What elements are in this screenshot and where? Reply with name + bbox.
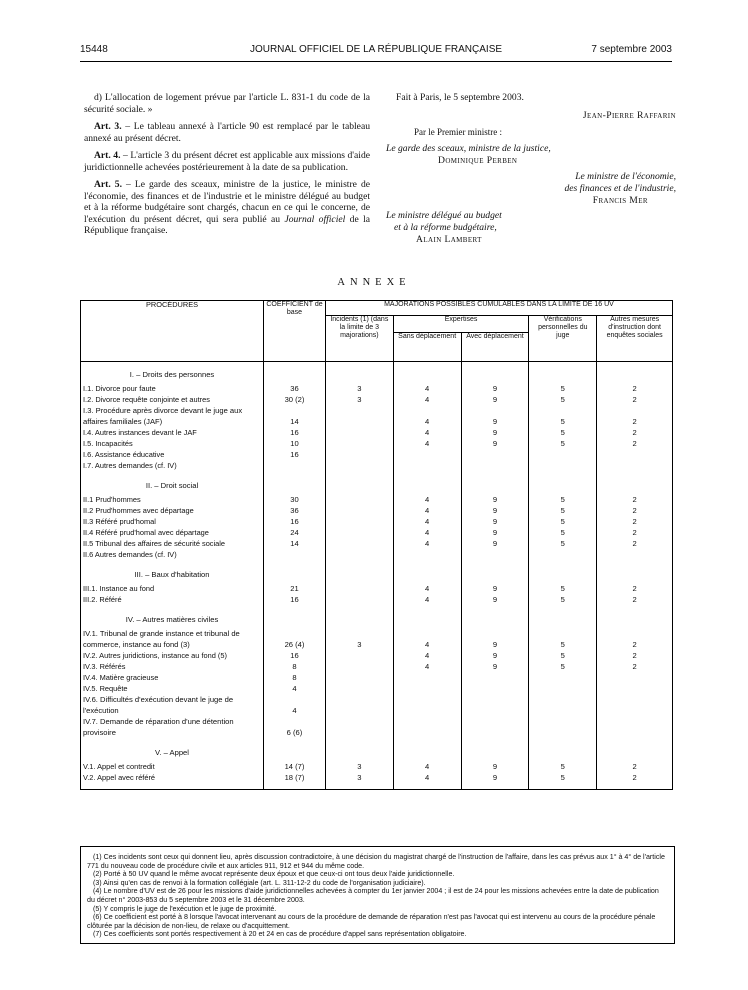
empty-cell bbox=[597, 477, 673, 494]
empty-cell bbox=[393, 362, 461, 384]
publication-date: 7 septembre 2003 bbox=[591, 44, 672, 55]
autres-mesures-cell bbox=[597, 672, 673, 683]
sans-deplacement-cell: 4 bbox=[393, 516, 461, 527]
empty-cell bbox=[264, 611, 326, 628]
procedure-label: III.2. Référé bbox=[81, 594, 264, 605]
verifications-cell: 5 bbox=[529, 438, 597, 449]
procedure-label: II.4 Référé prud'homal avec départage bbox=[81, 527, 264, 538]
section-heading bbox=[81, 362, 673, 384]
empty-cell bbox=[597, 783, 673, 790]
empty-cell bbox=[461, 611, 529, 628]
procedure-label: II.5 Tribunal des affaires de sécurité sociale bbox=[81, 538, 264, 549]
coefficient-cell: 16 bbox=[264, 516, 326, 527]
empty-cell bbox=[325, 744, 393, 761]
empty-cell bbox=[393, 744, 461, 761]
signatory-pm: Jean-Pierre Raffarin bbox=[582, 109, 676, 121]
avec-deplacement-cell: 9 bbox=[461, 628, 529, 650]
procedure-label: II.1 Prud'hommes bbox=[81, 494, 264, 505]
table-row bbox=[81, 628, 673, 650]
procedure-label: I.4. Autres instances devant le JAF bbox=[81, 427, 264, 438]
section-title: III. – Baux d'habitation bbox=[81, 566, 264, 583]
table-row bbox=[81, 549, 673, 560]
table-row bbox=[81, 683, 673, 694]
incidents-cell: 3 bbox=[325, 394, 393, 405]
table-row bbox=[81, 716, 673, 738]
autres-mesures-cell bbox=[597, 716, 673, 738]
header-majorations: MAJORATIONS POSSIBLES CUMULABLES DANS LA LIMITE DE 16 UV bbox=[325, 301, 672, 316]
header-verifications: Vérifications personnelles du juge bbox=[529, 316, 597, 362]
avec-deplacement-cell bbox=[461, 683, 529, 694]
incidents-cell: 3 bbox=[325, 628, 393, 650]
sans-deplacement-cell: 4 bbox=[393, 505, 461, 516]
incidents-cell bbox=[325, 516, 393, 527]
table-row bbox=[81, 449, 673, 460]
verifications-cell bbox=[529, 549, 597, 560]
signatory-budget: Alain Lambert bbox=[416, 233, 482, 245]
table-row bbox=[81, 460, 673, 471]
incidents-cell bbox=[325, 694, 393, 716]
article-5: Art. 5. – Le garde des sceaux, ministre de la justice, le ministre de l'économie, des finances et de l'industrie et le ministre délégué au budget et à la réforme budgétaire sont chargés, chacun en ce qui le concerne, de l'exécution du présent décret, qui sera publié au Journal officiel de la République française. bbox=[84, 179, 371, 236]
verifications-cell bbox=[529, 672, 597, 683]
empty-cell bbox=[597, 362, 673, 384]
empty-cell bbox=[461, 362, 529, 384]
avec-deplacement-cell: 9 bbox=[461, 583, 529, 594]
verifications-cell: 5 bbox=[529, 405, 597, 427]
coefficient-cell: 14 (7) bbox=[264, 761, 326, 772]
table-row bbox=[81, 383, 673, 394]
coefficient-cell: 6 (6) bbox=[264, 716, 326, 738]
procedure-label: IV.5. Requête bbox=[81, 683, 264, 694]
coefficient-cell: 4 bbox=[264, 683, 326, 694]
budget-title-2: et à la réforme budgétaire, bbox=[394, 222, 497, 234]
autres-mesures-cell bbox=[597, 683, 673, 694]
empty-cell bbox=[393, 477, 461, 494]
annexe-table bbox=[80, 300, 673, 790]
empty-cell bbox=[529, 362, 597, 384]
sans-deplacement-cell: 4 bbox=[393, 405, 461, 427]
empty-cell bbox=[325, 477, 393, 494]
table-row bbox=[81, 538, 673, 549]
coefficient-cell: 14 bbox=[264, 405, 326, 427]
coefficient-cell: 30 (2) bbox=[264, 394, 326, 405]
section-title: II. – Droit social bbox=[81, 477, 264, 494]
coefficient-cell: 36 bbox=[264, 505, 326, 516]
verifications-cell: 5 bbox=[529, 505, 597, 516]
avec-deplacement-cell bbox=[461, 672, 529, 683]
autres-mesures-cell: 2 bbox=[597, 583, 673, 594]
empty-cell bbox=[81, 783, 264, 790]
avec-deplacement-cell: 9 bbox=[461, 516, 529, 527]
section-title: V. – Appel bbox=[81, 744, 264, 761]
footnote: (3) Ainsi qu'en cas de renvoi à la formation collégiale (art. L. 311-12-2 du code de l'organisation judiciaire). bbox=[93, 878, 426, 887]
autres-mesures-cell: 2 bbox=[597, 538, 673, 549]
sans-deplacement-cell: 4 bbox=[393, 650, 461, 661]
header-autres-mesures: Autres mesures d'instruction dont enquêtes sociales bbox=[597, 316, 673, 362]
footnote: (1) Ces incidents sont ceux qui donnent lieu, après discussion contradictoire, à une décision du magistrat chargé de l'instruction de l'affaire, dans les cas prévus aux 1° à 4° de l'article 771 du nouveau code de procédure civile et aux articles 911, 912 et 944 du même code. bbox=[87, 853, 665, 870]
table-row bbox=[81, 694, 673, 716]
procedure-label: II.6 Autres demandes (cf. IV) bbox=[81, 549, 264, 560]
coefficient-cell: 8 bbox=[264, 661, 326, 672]
verifications-cell: 5 bbox=[529, 650, 597, 661]
avec-deplacement-cell bbox=[461, 549, 529, 560]
coefficient-cell: 36 bbox=[264, 383, 326, 394]
autres-mesures-cell: 2 bbox=[597, 494, 673, 505]
header-coefficient: COEFFICIENT de base bbox=[264, 301, 326, 362]
coefficient-cell bbox=[264, 460, 326, 471]
autres-mesures-cell: 2 bbox=[597, 761, 673, 772]
verifications-cell: 5 bbox=[529, 594, 597, 605]
avec-deplacement-cell bbox=[461, 449, 529, 460]
avec-deplacement-cell bbox=[461, 716, 529, 738]
procedure-label: II.2 Prud'hommes avec départage bbox=[81, 505, 264, 516]
autres-mesures-cell: 2 bbox=[597, 527, 673, 538]
autres-mesures-cell bbox=[597, 449, 673, 460]
incidents-cell bbox=[325, 549, 393, 560]
empty-cell bbox=[393, 566, 461, 583]
autres-mesures-cell: 2 bbox=[597, 594, 673, 605]
procedure-label: I.2. Divorce requête conjointe et autres bbox=[81, 394, 264, 405]
empty-cell bbox=[325, 783, 393, 790]
empty-cell bbox=[264, 783, 326, 790]
table-body bbox=[81, 362, 673, 790]
garde-title: Le garde des sceaux, ministre de la justice, bbox=[386, 143, 551, 155]
autres-mesures-cell bbox=[597, 460, 673, 471]
autres-mesures-cell: 2 bbox=[597, 405, 673, 427]
autres-mesures-cell: 2 bbox=[597, 516, 673, 527]
coefficient-cell: 16 bbox=[264, 650, 326, 661]
procedure-label: I.7. Autres demandes (cf. IV) bbox=[81, 460, 264, 471]
procedure-label: I.6. Assistance éducative bbox=[81, 449, 264, 460]
sans-deplacement-cell: 4 bbox=[393, 761, 461, 772]
autres-mesures-cell: 2 bbox=[597, 505, 673, 516]
coefficient-cell: 18 (7) bbox=[264, 772, 326, 783]
table-row bbox=[81, 650, 673, 661]
verifications-cell: 5 bbox=[529, 538, 597, 549]
incidents-cell bbox=[325, 494, 393, 505]
empty-cell bbox=[529, 566, 597, 583]
incidents-cell bbox=[325, 449, 393, 460]
footnote: (7) Ces coefficients sont portés respectivement à 20 et 24 en cas de procédure d'appel sans représentation obligatoire. bbox=[93, 930, 467, 939]
sans-deplacement-cell bbox=[393, 672, 461, 683]
section-title: I. – Droits des personnes bbox=[81, 362, 264, 384]
sans-deplacement-cell: 4 bbox=[393, 583, 461, 594]
sans-deplacement-cell: 4 bbox=[393, 394, 461, 405]
autres-mesures-cell: 2 bbox=[597, 383, 673, 394]
incidents-cell bbox=[325, 594, 393, 605]
avec-deplacement-cell: 9 bbox=[461, 661, 529, 672]
table-row bbox=[81, 394, 673, 405]
coefficient-cell: 4 bbox=[264, 694, 326, 716]
avec-deplacement-cell: 9 bbox=[461, 772, 529, 783]
sans-deplacement-cell: 4 bbox=[393, 427, 461, 438]
sans-deplacement-cell: 4 bbox=[393, 594, 461, 605]
incidents-cell bbox=[325, 683, 393, 694]
empty-cell bbox=[461, 744, 529, 761]
procedure-label: I.5. Incapacités bbox=[81, 438, 264, 449]
incidents-cell bbox=[325, 438, 393, 449]
footnote: (5) Y compris le juge de l'exécution et le juge de proximité. bbox=[93, 904, 277, 913]
verifications-cell: 5 bbox=[529, 583, 597, 594]
incidents-cell bbox=[325, 650, 393, 661]
sans-deplacement-cell bbox=[393, 449, 461, 460]
empty-cell bbox=[597, 744, 673, 761]
sans-deplacement-cell: 4 bbox=[393, 438, 461, 449]
procedure-label: II.3 Référé prud'homal bbox=[81, 516, 264, 527]
spacer-row bbox=[81, 783, 673, 790]
procedure-label: I.3. Procédure après divorce devant le juge aux affaires familiales (JAF) bbox=[81, 405, 264, 427]
sans-deplacement-cell: 4 bbox=[393, 538, 461, 549]
coefficient-cell: 14 bbox=[264, 538, 326, 549]
article-3: Art. 3. – Le tableau annexé à l'article 90 est remplacé par le tableau annexé au présent décret. bbox=[84, 121, 370, 144]
journal-title: JOURNAL OFFICIEL DE LA RÉPUBLIQUE FRANÇAISE bbox=[249, 44, 503, 55]
empty-cell bbox=[264, 744, 326, 761]
coefficient-cell: 16 bbox=[264, 427, 326, 438]
verifications-cell: 5 bbox=[529, 661, 597, 672]
procedure-label: IV.2. Autres juridictions, instance au fond (5) bbox=[81, 650, 264, 661]
incidents-cell bbox=[325, 460, 393, 471]
table-header bbox=[81, 301, 673, 362]
footnotes bbox=[80, 846, 675, 944]
procedure-label: IV.6. Difficultés d'exécution devant le juge de l'exécution bbox=[81, 694, 264, 716]
autres-mesures-cell: 2 bbox=[597, 427, 673, 438]
verifications-cell bbox=[529, 683, 597, 694]
avec-deplacement-cell: 9 bbox=[461, 650, 529, 661]
avec-deplacement-cell: 9 bbox=[461, 594, 529, 605]
procedure-label: IV.7. Demande de réparation d'une détention provisoire bbox=[81, 716, 264, 738]
procedure-label: IV.4. Matière gracieuse bbox=[81, 672, 264, 683]
verifications-cell bbox=[529, 716, 597, 738]
section-title: IV. – Autres matières civiles bbox=[81, 611, 264, 628]
incidents-cell bbox=[325, 672, 393, 683]
coefficient-cell: 26 (4) bbox=[264, 628, 326, 650]
table-row bbox=[81, 527, 673, 538]
avec-deplacement-cell: 9 bbox=[461, 405, 529, 427]
verifications-cell bbox=[529, 449, 597, 460]
procedure-label: IV.1. Tribunal de grande instance et tribunal de commerce, instance au fond (3) bbox=[81, 628, 264, 650]
procedure-label: V.1. Appel et contredit bbox=[81, 761, 264, 772]
empty-cell bbox=[393, 611, 461, 628]
avec-deplacement-cell: 9 bbox=[461, 394, 529, 405]
paragraph-d: d) L'allocation de logement prévue par l'article L. 831-1 du code de la sécurité sociale. » bbox=[84, 92, 370, 115]
header-incidents: Incidents (1) (dans la limite de 3 majorations) bbox=[325, 316, 393, 362]
empty-cell bbox=[597, 566, 673, 583]
table-row bbox=[81, 505, 673, 516]
autres-mesures-cell: 2 bbox=[597, 661, 673, 672]
verifications-cell: 5 bbox=[529, 427, 597, 438]
section-heading bbox=[81, 477, 673, 494]
incidents-cell bbox=[325, 405, 393, 427]
table-row bbox=[81, 438, 673, 449]
empty-cell bbox=[264, 477, 326, 494]
table-row bbox=[81, 672, 673, 683]
section-heading bbox=[81, 611, 673, 628]
section-heading bbox=[81, 744, 673, 761]
avec-deplacement-cell bbox=[461, 460, 529, 471]
coefficient-cell: 16 bbox=[264, 449, 326, 460]
coefficient-cell: 21 bbox=[264, 583, 326, 594]
par-premier-ministre: Par le Premier ministre : bbox=[414, 126, 502, 137]
signatures bbox=[386, 92, 676, 246]
empty-cell bbox=[529, 783, 597, 790]
incidents-cell bbox=[325, 583, 393, 594]
avec-deplacement-cell: 9 bbox=[461, 505, 529, 516]
empty-cell bbox=[529, 744, 597, 761]
empty-cell bbox=[461, 477, 529, 494]
signatory-garde: Dominique Perben bbox=[438, 155, 518, 167]
empty-cell bbox=[461, 566, 529, 583]
verifications-cell: 5 bbox=[529, 772, 597, 783]
autres-mesures-cell bbox=[597, 549, 673, 560]
annexe-title: ANNEXE bbox=[337, 277, 411, 288]
empty-cell bbox=[325, 362, 393, 384]
coefficient-cell: 8 bbox=[264, 672, 326, 683]
section-heading bbox=[81, 566, 673, 583]
verifications-cell: 5 bbox=[529, 516, 597, 527]
page-number: 15448 bbox=[80, 44, 108, 55]
avec-deplacement-cell: 9 bbox=[461, 494, 529, 505]
autres-mesures-cell: 2 bbox=[597, 650, 673, 661]
incidents-cell bbox=[325, 661, 393, 672]
coefficient-cell: 24 bbox=[264, 527, 326, 538]
sans-deplacement-cell bbox=[393, 694, 461, 716]
procedure-label: IV.3. Référés bbox=[81, 661, 264, 672]
article-4: Art. 4. – L'article 3 du présent décret est applicable aux missions d'aide juridictionnelle achevées postérieurement à la date de sa publication. bbox=[84, 150, 371, 173]
eco-title-1: Le ministre de l'économie, bbox=[575, 170, 676, 182]
table-row bbox=[81, 494, 673, 505]
empty-cell bbox=[325, 611, 393, 628]
verifications-cell: 5 bbox=[529, 527, 597, 538]
table-row bbox=[81, 427, 673, 438]
empty-cell bbox=[461, 783, 529, 790]
header-expertises: Expertises bbox=[393, 316, 529, 333]
incidents-cell bbox=[325, 505, 393, 516]
empty-cell bbox=[529, 477, 597, 494]
empty-cell bbox=[264, 566, 326, 583]
header-avec-deplacement: Avec déplacement bbox=[461, 333, 529, 362]
procedure-label: III.1. Instance au fond bbox=[81, 583, 264, 594]
signatory-eco: Francis Mer bbox=[592, 194, 648, 206]
sans-deplacement-cell bbox=[393, 716, 461, 738]
procedure-label: I.1. Divorce pour faute bbox=[81, 383, 264, 394]
verifications-cell: 5 bbox=[529, 383, 597, 394]
header-rule bbox=[80, 61, 672, 62]
avec-deplacement-cell: 9 bbox=[461, 383, 529, 394]
header-procedures: PROCÉDURES bbox=[81, 301, 264, 362]
decree-articles bbox=[84, 92, 370, 243]
footnote: (6) Ce coefficient est porté à 8 lorsque l'avocat intervenant au cours de la procédure de demande de réparation n'est pas l'avocat qui est intervenu au cours de la procédure pénale clôturée par la décision de non-lieu, de relaxe ou d'acquittement. bbox=[87, 913, 656, 930]
empty-cell bbox=[393, 783, 461, 790]
header-sans-deplacement: Sans déplacement bbox=[393, 333, 461, 362]
page-header bbox=[80, 44, 672, 58]
budget-title-1: Le ministre délégué au budget bbox=[386, 210, 502, 222]
sans-deplacement-cell: 4 bbox=[393, 661, 461, 672]
avec-deplacement-cell: 9 bbox=[461, 438, 529, 449]
coefficient-cell: 30 bbox=[264, 494, 326, 505]
avec-deplacement-cell: 9 bbox=[461, 427, 529, 438]
sans-deplacement-cell bbox=[393, 549, 461, 560]
footnote: (2) Porté à 50 UV quand le même avocat représente deux époux et que ceux-ci ont tous deux l'aide juridictionnelle. bbox=[93, 870, 455, 879]
verifications-cell: 5 bbox=[529, 394, 597, 405]
procedure-label: V.2. Appel avec référé bbox=[81, 772, 264, 783]
incidents-cell bbox=[325, 716, 393, 738]
eco-title-2: des finances et de l'industrie, bbox=[564, 182, 676, 194]
empty-cell bbox=[597, 611, 673, 628]
footnote: (4) Le nombre d'UV est de 26 pour les missions d'aide juridictionnelles achevées à compter du 1er janvier 2004 ; il est de 24 pour les missions achevées entre la date de publication du décret n° 2003-853 du 5 septembre 2003 et le 31 décembre 2003. bbox=[87, 887, 659, 904]
empty-cell bbox=[264, 362, 326, 384]
sans-deplacement-cell bbox=[393, 460, 461, 471]
avec-deplacement-cell: 9 bbox=[461, 527, 529, 538]
table-row bbox=[81, 583, 673, 594]
incidents-cell: 3 bbox=[325, 761, 393, 772]
coefficient-cell bbox=[264, 549, 326, 560]
verifications-cell: 5 bbox=[529, 494, 597, 505]
table-row bbox=[81, 772, 673, 783]
avec-deplacement-cell bbox=[461, 694, 529, 716]
table-row bbox=[81, 594, 673, 605]
table-row bbox=[81, 405, 673, 427]
verifications-cell bbox=[529, 694, 597, 716]
sans-deplacement-cell bbox=[393, 683, 461, 694]
empty-cell bbox=[325, 566, 393, 583]
table-row bbox=[81, 761, 673, 772]
avec-deplacement-cell: 9 bbox=[461, 761, 529, 772]
verifications-cell bbox=[529, 460, 597, 471]
autres-mesures-cell: 2 bbox=[597, 772, 673, 783]
verifications-cell: 5 bbox=[529, 761, 597, 772]
incidents-cell bbox=[325, 538, 393, 549]
autres-mesures-cell bbox=[597, 694, 673, 716]
autres-mesures-cell: 2 bbox=[597, 438, 673, 449]
sans-deplacement-cell: 4 bbox=[393, 383, 461, 394]
sans-deplacement-cell: 4 bbox=[393, 628, 461, 650]
coefficient-cell: 16 bbox=[264, 594, 326, 605]
incidents-cell: 3 bbox=[325, 383, 393, 394]
incidents-cell: 3 bbox=[325, 772, 393, 783]
table-row bbox=[81, 516, 673, 527]
sans-deplacement-cell: 4 bbox=[393, 494, 461, 505]
autres-mesures-cell: 2 bbox=[597, 394, 673, 405]
sans-deplacement-cell: 4 bbox=[393, 527, 461, 538]
empty-cell bbox=[529, 611, 597, 628]
coefficient-cell: 10 bbox=[264, 438, 326, 449]
incidents-cell bbox=[325, 527, 393, 538]
incidents-cell bbox=[325, 427, 393, 438]
avec-deplacement-cell: 9 bbox=[461, 538, 529, 549]
verifications-cell: 5 bbox=[529, 628, 597, 650]
autres-mesures-cell: 2 bbox=[597, 628, 673, 650]
table-row bbox=[81, 661, 673, 672]
sans-deplacement-cell: 4 bbox=[393, 772, 461, 783]
fait-a-paris: Fait à Paris, le 5 septembre 2003. bbox=[396, 92, 524, 103]
